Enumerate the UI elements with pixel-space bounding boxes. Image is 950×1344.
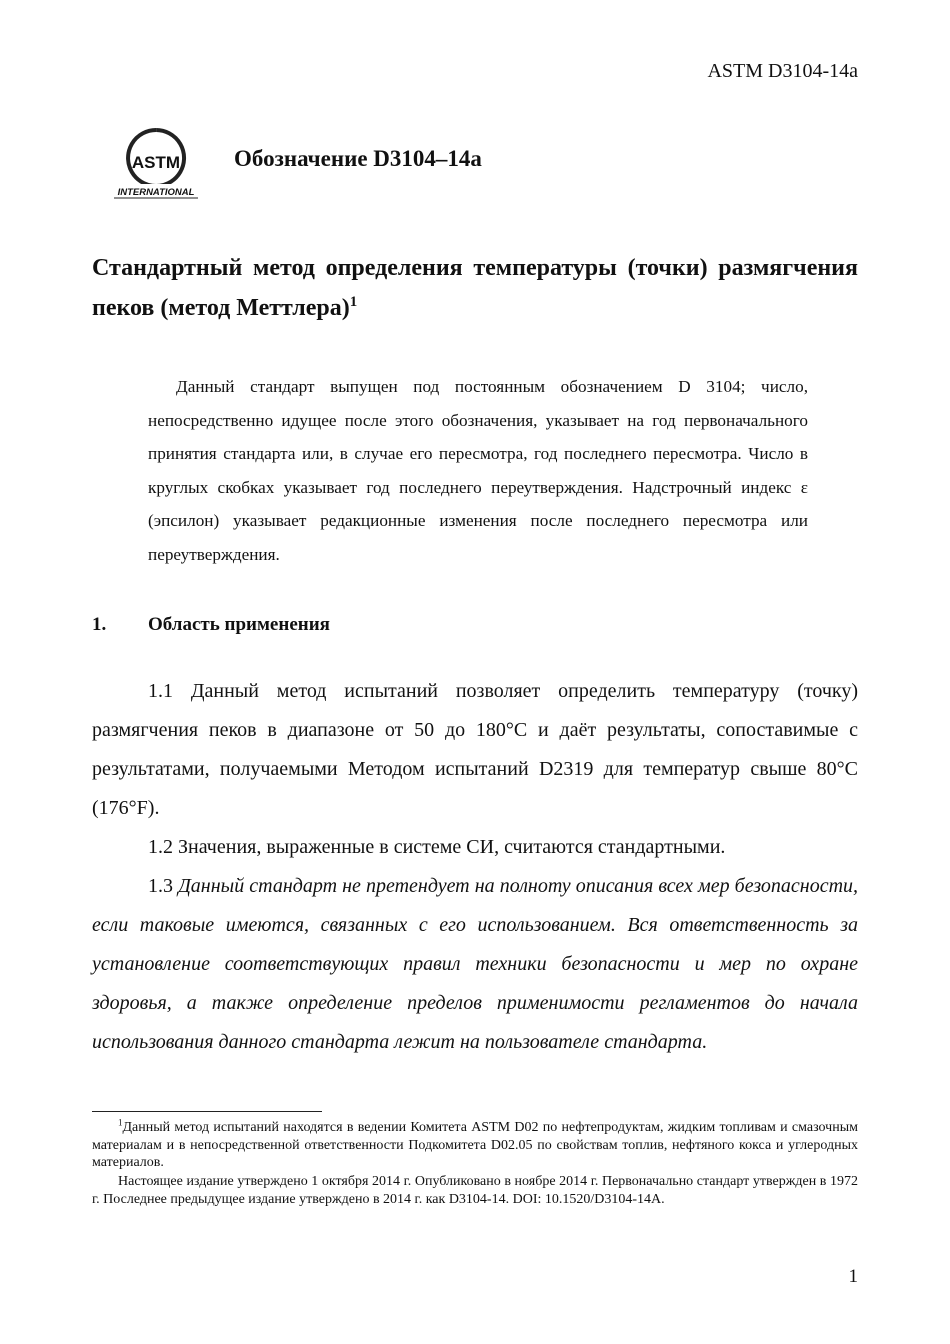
- footnote-1: [92, 1119, 858, 1172]
- title-text: Стандартный метод определения температуры (точки) размягчения пеков (метод Меттлера): [92, 255, 858, 321]
- paragraph-1-3-text: Данный стандарт не претендует на полноту описания всех мер безопасности, если таковые имеются, связанных с его использованием. Вся ответственность за установление соответствующих правил техники безопасности и мер по охране здоровья, а также определение пределов применимости регламентов до начала использования данного стандарта лежит на пользователе стандарта.: [92, 875, 859, 1053]
- logo-top-text: ASTM: [131, 153, 181, 172]
- intro-paragraph: Данный стандарт выпущен под постоянным обозначением D 3104; число, непосредственно идущее после этого обозначения, указывает на год первоначального принятия стандарта или, в случае его пересмотра, год последнего пересмотра. Число в круглых скобках указывает год последнего переутверждения. Надстрочный индекс ε (эпсилон) указывает редакционные изменения после последнего пересмотра или переутверждения.: [148, 377, 808, 564]
- paragraph-1-2: 1.2 Значения, выраженные в системе СИ, считаются стандартными.: [148, 836, 726, 858]
- paragraph-1-3-number: 1.3: [148, 875, 173, 897]
- astm-logo: [110, 124, 202, 200]
- logo-bottom-text: INTERNATIONAL: [117, 187, 195, 198]
- paragraph-1-3: [92, 867, 858, 1062]
- document-code: ASTM D3104-14a: [707, 60, 858, 82]
- paragraph-1-1: 1.1 Данный метод испытаний позволяет определить температуру (точку) размягчения пеков в диапазоне от 50 до 180°C и даёт результаты, сопоставимые с результатами, получаемыми Методом испытаний D2319 для температур свыше 80°C (176°F).: [92, 680, 858, 819]
- designation: Обозначение D3104–14a: [234, 146, 482, 171]
- footnote-1-mark: 1: [118, 1117, 123, 1128]
- footnote-2: Настоящее издание утверждено 1 октября 2014 г. Опубликовано в ноябре 2014 г. Первоначально стандарт утвержден в 1972 г. Последнее предыдущее издание утверждено в 2014 г. как D3104-14. DOI: 10.1520/D3104-14A.: [92, 1174, 858, 1207]
- document-title: [92, 248, 858, 328]
- section-title: Область применения: [148, 614, 330, 635]
- title-footnote-mark: 1: [349, 294, 358, 310]
- page-number: 1: [848, 1266, 858, 1287]
- footnote-divider: [92, 1111, 322, 1112]
- section-number: 1.: [92, 614, 107, 635]
- section-heading: [92, 614, 330, 636]
- footnote-1-text: Данный метод испытаний находятся в ведении Комитета ASTM D02 по нефтепродуктам, жидким топливам и смазочным материалам и в непосредственной ответственности Подкомитета D02.05 по свойствам топлив, нефтяного кокса и углеродных материалов.: [92, 1120, 858, 1170]
